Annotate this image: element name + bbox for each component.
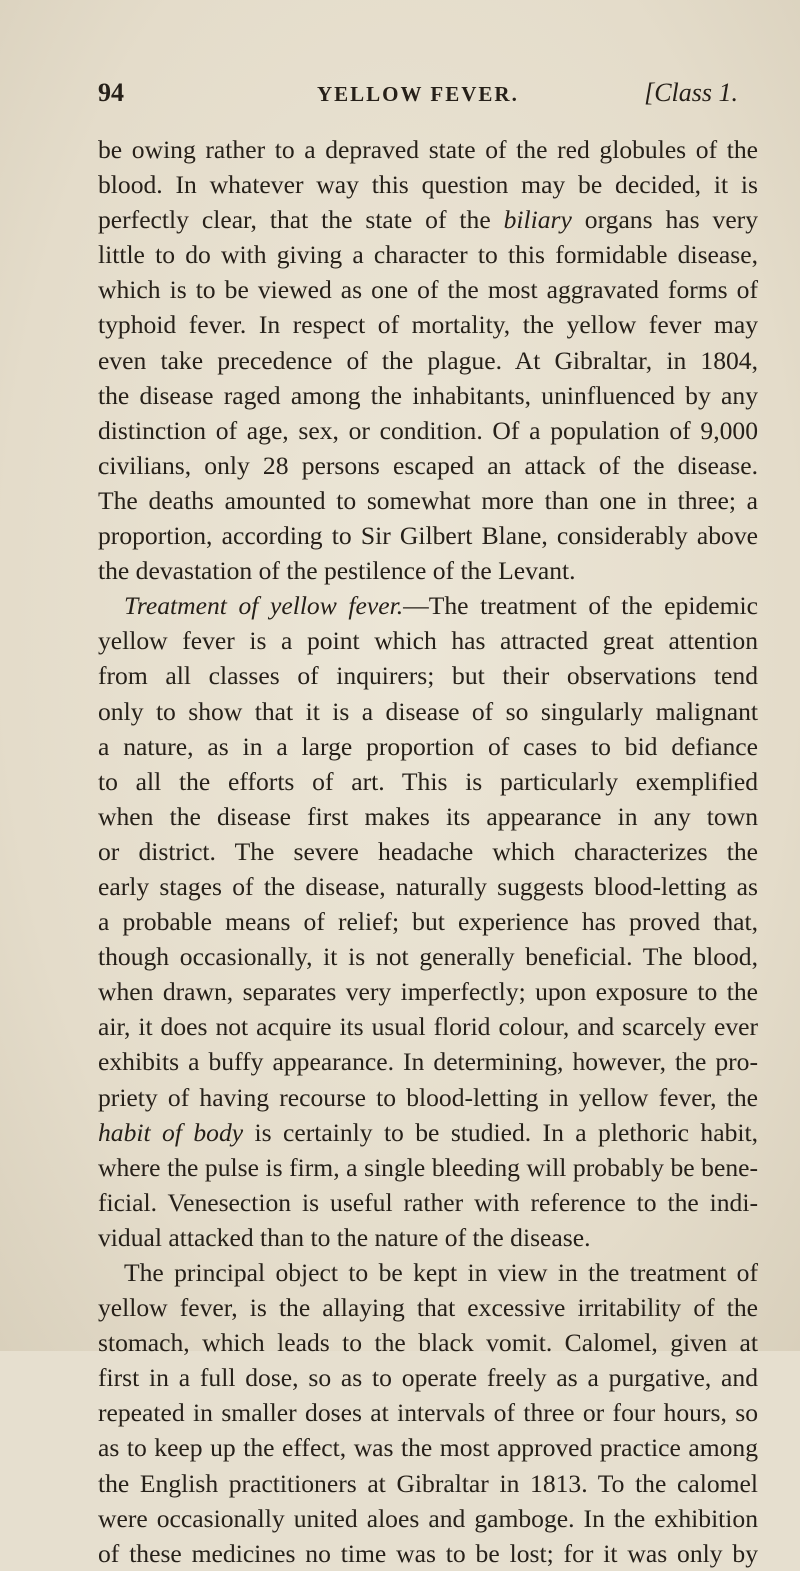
text-line: when drawn, separates very imperfectly; upon exposure to the [98, 977, 758, 1007]
text-line: Treatment of yellow fever.—The treatment of the epidemic [124, 591, 758, 621]
text-line: which is to be viewed as one of the most aggravated forms of [98, 275, 758, 305]
text-line: the devastation of the pestilence of the Levant. [98, 556, 576, 586]
text-line: where the pulse is firm, a single bleeding will probably be bene- [98, 1152, 758, 1182]
text-line: habit of body is certainly to be studied. In a plethoric habit, [98, 1117, 758, 1147]
section-heading: Treatment of yellow fever. [124, 591, 404, 621]
text-line: were occasionally united aloes and gamboge. In the exhibition [98, 1503, 758, 1533]
text-line: or district. The severe headache which characterizes the [98, 836, 758, 866]
italic-word: biliary [503, 205, 572, 235]
text-line: the disease raged among the inhabitants, uninfluenced by any [98, 380, 758, 410]
text-line: a probable means of relief; but experience has proved that, [98, 907, 758, 937]
text-line: exhibits a buffy appearance. In determining, however, the pro- [98, 1047, 758, 1077]
text-line: as to keep up the effect, was the most approved practice among [98, 1433, 758, 1463]
text-line: priety of having recourse to blood-letting in yellow fever, the [98, 1082, 758, 1112]
class-label: [Class 1. [644, 78, 738, 107]
text-line: be owing rather to a depraved state of the red globules of the [98, 135, 758, 164]
italic-word: habit [98, 1117, 151, 1147]
body-text [98, 132, 758, 1571]
text-line: proportion, according to Sir Gilbert Blane, considerably above [98, 521, 758, 551]
text-line: civilians, only 28 persons escaped an attack of the disease. [98, 450, 758, 480]
text-line: vidual attacked than to the nature of the disease. [98, 1222, 591, 1252]
text-line: blood. In whatever way this question may be decided, it is [98, 170, 758, 200]
text-line: even take precedence of the plague. At Gibraltar, in 1804, [98, 345, 758, 375]
text-line: yellow fever is a point which has attracted great attention [98, 626, 758, 656]
text-line: distinction of age, sex, or condition. Of a population of 9,000 [98, 415, 758, 445]
text-line: first in a full dose, so as to operate freely as a purgative, and [98, 1363, 758, 1393]
text-line: to all the efforts of art. This is particularly exemplified [98, 766, 758, 796]
text-line: ficial. Venesection is useful rather with reference to the indi- [98, 1187, 758, 1217]
text-line: early stages of the disease, naturally suggests blood-letting as [98, 871, 758, 901]
page-number: 94 [98, 78, 124, 107]
text-line: typhoid fever. In respect of mortality, the yellow fever may [98, 310, 758, 340]
text-line: of these medicines no time was to be lost; for it was only by [98, 1538, 758, 1568]
text-line: yellow fever, is the allaying that excessive irritability of the [98, 1293, 758, 1323]
running-header [98, 76, 738, 110]
text-line: stomach, which leads to the black vomit. Calomel, given at [98, 1328, 758, 1358]
text-line: from all classes of inquirers; but their observations tend [98, 661, 758, 691]
text-line: perfectly clear, that the state of the biliary organs has very [98, 205, 759, 235]
text-line: air, it does not acquire its usual florid colour, and scarcely ever [98, 1012, 758, 1042]
text-line: only to show that it is a disease of so singularly malignant [98, 696, 758, 726]
text-line: a nature, as in a large proportion of cases to bid defiance [98, 731, 758, 761]
text-line: when the disease first makes its appearance in any town [98, 801, 758, 831]
text-line: the English practitioners at Gibraltar in 1813. To the calomel [98, 1468, 758, 1498]
text-line: little to do with giving a character to this formidable disease, [98, 240, 758, 270]
text-line: though occasionally, it is not generally beneficial. The blood, [98, 942, 758, 972]
text-line: The deaths amounted to somewhat more than one in three; a [98, 485, 758, 515]
running-title: YELLOW FEVER. [317, 82, 519, 106]
text-line: The principal object to be kept in view in the treatment of [124, 1258, 758, 1287]
text-line: repeated in smaller doses at intervals of three or four hours, so [98, 1398, 758, 1428]
